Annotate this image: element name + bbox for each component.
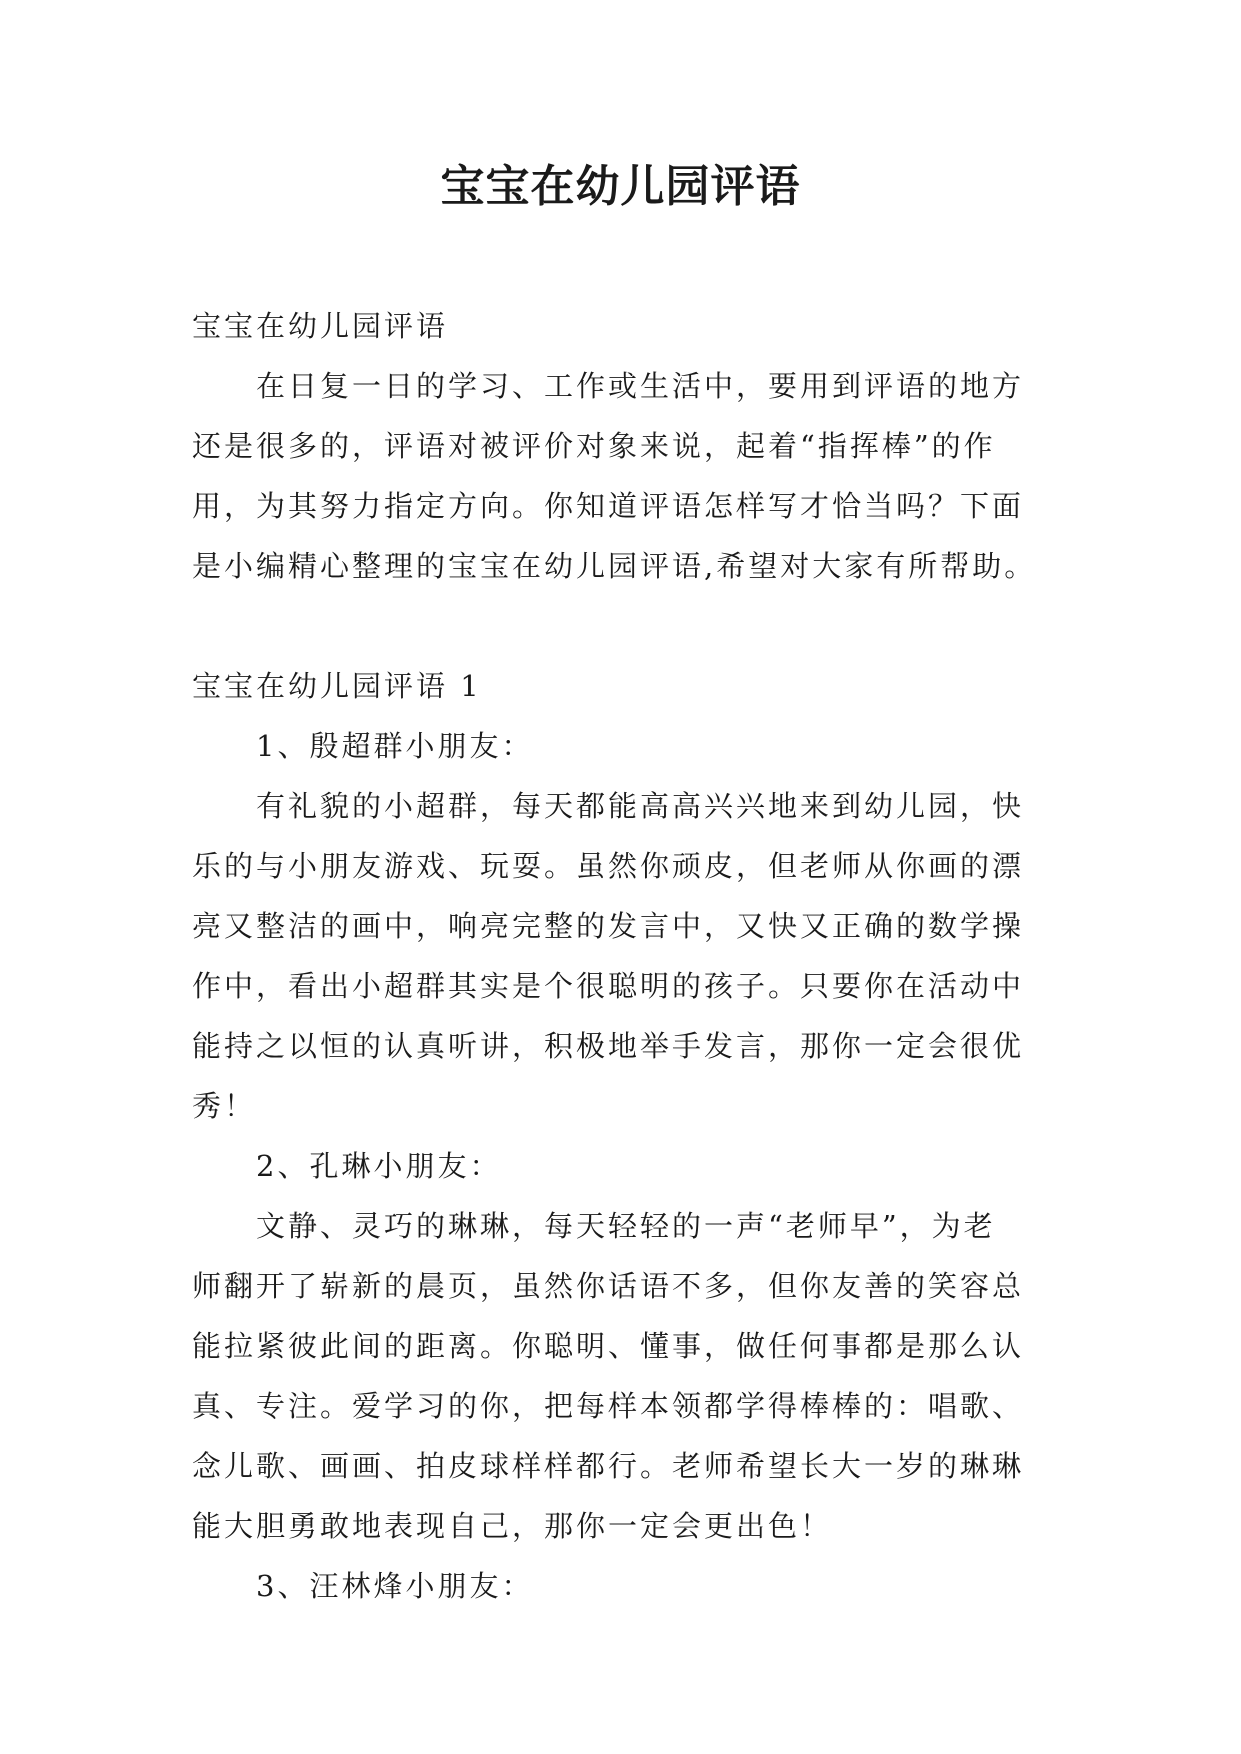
- paragraph-line: 亮又整洁的画中，响亮完整的发言中，又快又正确的数学操: [192, 909, 1025, 943]
- paragraph-line: 能拉紧彼此间的距离。你聪明、懂事，做任何事都是那么认: [192, 1329, 1025, 1363]
- paragraph-line: 作中，看出小超群其实是个很聪明的孩子。只要你在活动中: [192, 969, 1025, 1003]
- paragraph-line: 文静、灵巧的琳琳，每天轻轻的一声“老师早”，为老: [256, 1209, 996, 1243]
- paragraph-line: 能持之以恒的认真听讲，积极地举手发言，那你一定会很优: [192, 1029, 1025, 1063]
- intro-line: 用，为其努力指定方向。你知道评语怎样写才恰当吗？下面: [192, 489, 1025, 523]
- item-label: 2、孔琳小朋友：: [256, 1149, 502, 1183]
- document-subtitle: 宝宝在幼儿园评语: [192, 309, 449, 343]
- paragraph-line: 真、专注。爱学习的你，把每样本领都学得棒棒的：唱歌、: [192, 1389, 1025, 1423]
- paragraph-line: 乐的与小朋友游戏、玩耍。虽然你顽皮，但老师从你画的漂: [192, 849, 1025, 883]
- intro-line: 还是很多的，评语对被评价对象来说，起着“指挥棒”的作: [192, 429, 996, 463]
- paragraph-line: 有礼貌的小超群，每天都能高高兴兴地来到幼儿园，快: [256, 789, 1025, 823]
- item-label: 1、殷超群小朋友：: [256, 729, 534, 763]
- paragraph-line: 秀！: [192, 1089, 257, 1123]
- intro-line: 在日复一日的学习、工作或生活中，要用到评语的地方: [256, 369, 1025, 403]
- section-spacer: [192, 596, 1072, 656]
- intro-line: 是小编精心整理的宝宝在幼儿园评语,希望对大家有所帮助。: [192, 549, 1037, 583]
- section-heading: 宝宝在幼儿园评语 1: [192, 669, 482, 703]
- document-title: 宝宝在幼儿园评语: [440, 161, 801, 212]
- paragraph-line: 师翻开了崭新的晨页，虽然你话语不多，但你友善的笑容总: [192, 1269, 1025, 1303]
- document-body: [192, 296, 1072, 1616]
- paragraph-line: 能大胆勇敢地表现自己，那你一定会更出色！: [192, 1509, 833, 1543]
- item-label: 3、汪林烽小朋友：: [256, 1569, 534, 1603]
- paragraph-line: 念儿歌、画画、拍皮球样样都行。老师希望长大一岁的琳琳: [192, 1449, 1025, 1483]
